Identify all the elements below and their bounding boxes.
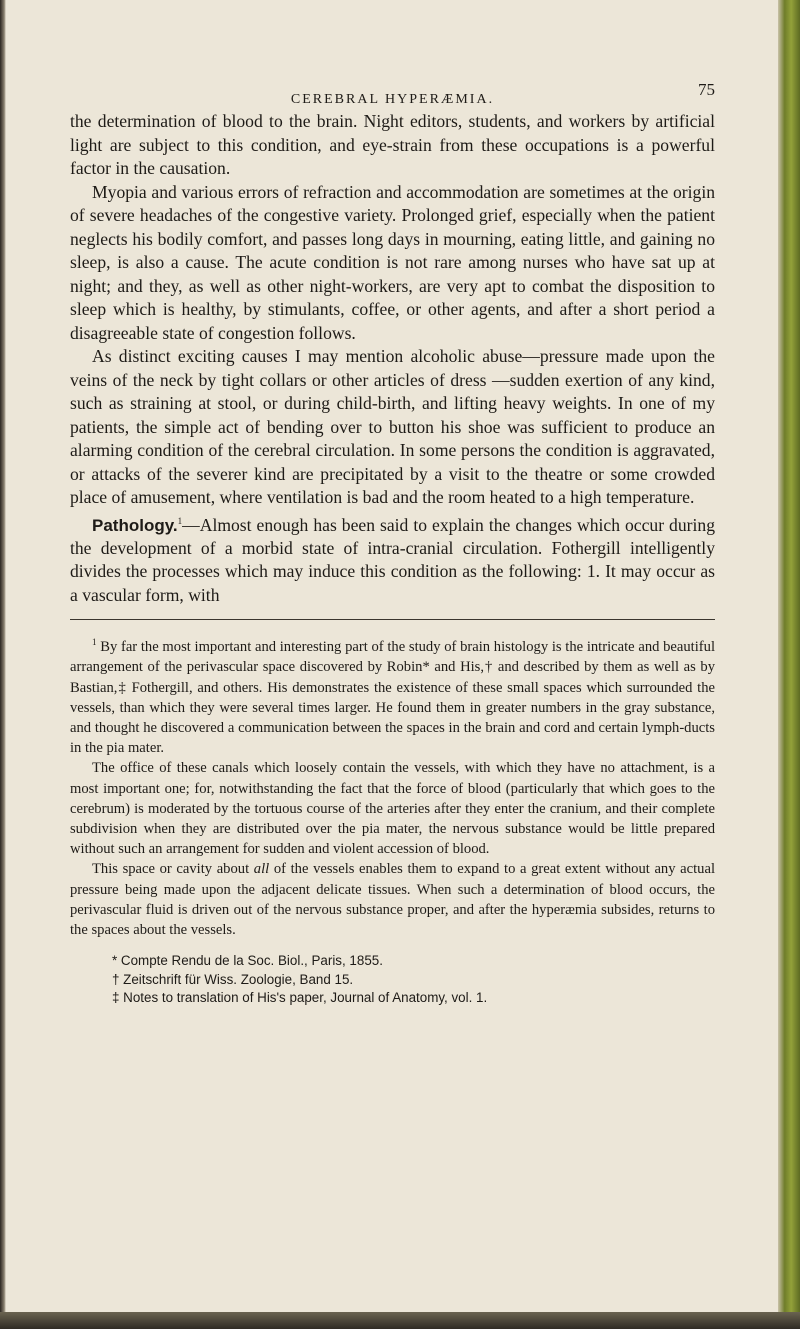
- body-text: [70, 110, 715, 607]
- footnote-rule: [70, 619, 715, 620]
- page-number: 75: [698, 80, 715, 99]
- page-left-edge: [0, 0, 6, 1329]
- reference-item: ‡ Notes to translation of His's paper, Journal of Anatomy, vol. 1.: [112, 990, 488, 1006]
- footnote-paragraph-2: The office of these canals which loosely contain the vessels, with which they have no attachment, is a most important one; for, notwithstanding the fact that the force of blood (particularly that which goes to the cerebrum) is moderated by the tortuous course of the arteries after they enter the cranium, and their complete subdivision when they are distributed over the pia mater, the nervous substance would be little prepared without such an arrangement for sudden and violent accession of blood.: [70, 760, 715, 858]
- paragraph-1: the determination of blood to the brain. Night editors, students, and workers by artificial light are subject to this condition, and eye-strain from these occupations is a powerful factor in the causation.: [70, 111, 715, 178]
- footnote-emphasis-all: all: [253, 861, 270, 878]
- book-page: [70, 80, 715, 1008]
- reference-item: * Compte Rendu de la Soc. Biol., Paris, 1855.: [112, 953, 383, 969]
- reference-list: [70, 952, 715, 1008]
- footnote-paragraph-3: [70, 859, 715, 940]
- running-title: CEREBRAL HYPERÆMIA.: [290, 92, 495, 107]
- running-head: [70, 80, 715, 110]
- footnote-marker: 1: [177, 515, 183, 526]
- footnote-paragraph-1: [70, 632, 715, 758]
- footnote-paragraph-3-pre: This space or cavity about: [92, 861, 254, 878]
- paragraph-4-text: —Almost enough has been said to explain the changes which occur during the development of a morbid state of intra-cranial circulation. Fothergill intelligently divides the processes which may induce this condition as the following: 1. It may occur as a vascular form, with: [70, 514, 715, 605]
- book-edge-strip: [778, 0, 800, 1329]
- footnote-block: [70, 632, 715, 940]
- section-heading-pathology: Pathology.: [92, 515, 178, 535]
- scan-bottom-bar: [0, 1312, 800, 1329]
- footnote-number: 1: [92, 637, 97, 648]
- paragraph-2: Myopia and various errors of refraction and accommodation are sometimes at the origin of severe headaches of the congestive variety. Prolonged grief, especially when the patient neglects his bodily comfort, and passes long days in mourning, eating little, and gaining no sleep, is also a cause. The acute condition is not rare among nurses who have sat up at night; and they, as well as other night-workers, are very apt to combat the disposition to sleep which is healthy, by stimulants, coffee, or other agents, and after a short period a disagreeable state of congestion follows.: [70, 181, 715, 343]
- footnote-paragraph-1-text: By far the most important and interesting part of the study of brain histology is the intricate and beautiful arrangement of the perivascular space discovered by Robin* and His,† and described by them as well as by Bastian,‡ Fothergill, and others. His demonstrates the existence of these small spaces which surrounded the vessels, than which they were several times larger. He found them in greater numbers in the gray substance, and thought he discovered a communication between the spaces in the brain and cord and certain lymph-ducts in the pia mater.: [70, 639, 715, 757]
- reference-item: † Zeitschrift für Wiss. Zoologie, Band 15.: [112, 971, 354, 987]
- footnote-paragraph-3-post: of the vessels enables them to expand to a great extent without any actual pressure being made upon the adjacent delicate tissues. When such a determination of blood occurs, the perivascular fluid is driven out of the nervous substance proper, and after the hyperæmia subsides, returns to the spaces about the vessels.: [70, 861, 716, 939]
- paragraph-4: [70, 510, 715, 608]
- paragraph-3: As distinct exciting causes I may mention alcoholic abuse—pressure made upon the veins of the neck by tight collars or other articles of dress —sudden exertion of any kind, such as straining at stool, or during child-birth, and lifting heavy weights. In one of my patients, the simple act of bending over to button his shoe was sufficient to produce an alarming condition of the cerebral circulation. In some persons the condition is aggravated, or attacks of the severer kind are precipitated by a visit to the theatre or some crowded place of amusement, where ventilation is bad and the room heated to a high temperature.: [70, 346, 715, 507]
